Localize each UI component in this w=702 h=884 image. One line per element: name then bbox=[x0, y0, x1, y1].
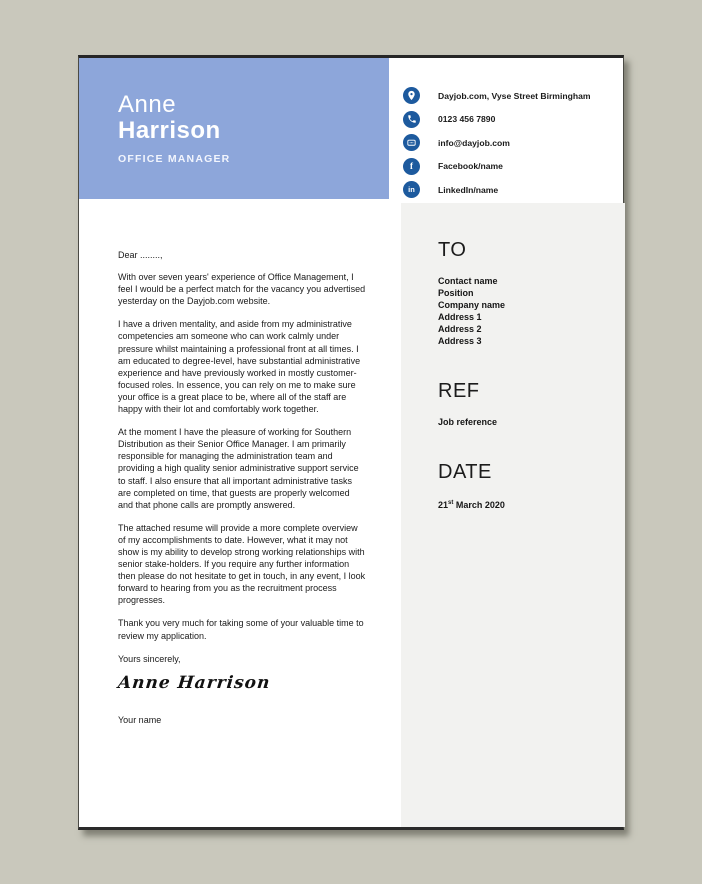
sidebar bbox=[401, 203, 625, 827]
content bbox=[79, 199, 623, 827]
header bbox=[79, 58, 623, 199]
to-heading: TO bbox=[438, 239, 467, 261]
paragraph-2: I have a driven mentality, and aside from my administrative competencies am someone who can work calmly under pressure whilst maintaining a professional front at all times. I am educated to degree-level, have substantial administrative experience and have previously worked in mostly customer-focused roles. In essence, you can rely on me to make sure your office is a great place to be, where all of the staff are happy with their lot and comfortably work together. bbox=[118, 319, 361, 415]
linkedin-icon: in bbox=[403, 181, 420, 198]
name-block bbox=[79, 58, 389, 199]
date-day: 21 bbox=[438, 500, 449, 510]
paragraph-5: Thank you very much for taking some of your valuable time to review my application. bbox=[118, 618, 364, 641]
contact-row-email bbox=[403, 131, 623, 155]
contact-panel bbox=[389, 58, 623, 199]
recipient-address-2: Address 2 bbox=[438, 324, 482, 334]
ref-heading: REF bbox=[438, 380, 480, 402]
contact-row-facebook bbox=[403, 155, 623, 179]
recipient-position: Position bbox=[438, 288, 474, 298]
date-heading: DATE bbox=[438, 461, 492, 483]
last-name: Harrison bbox=[118, 117, 221, 144]
facebook-icon: f bbox=[403, 158, 420, 175]
contact-row-phone bbox=[403, 108, 623, 132]
phone-icon bbox=[403, 111, 420, 128]
letter-body bbox=[79, 199, 401, 827]
salutation: Dear ........, bbox=[118, 250, 163, 260]
date-ordinal: st bbox=[448, 500, 454, 506]
closing: Yours sincerely, bbox=[118, 653, 181, 664]
paragraph-4: The attached resume will provide a more complete overview of my accomplishments to date. However, what it may not show is my ability to develop strong working relationships with senior stake-holders. If you require any further information then please do not hesitate to get in touch, in any event, I look forward to hearing from you as the recruitment process progresses. bbox=[118, 522, 366, 606]
job-title: OFFICE MANAGER bbox=[118, 153, 231, 165]
contact-linkedin: LinkedIn/name bbox=[438, 184, 499, 195]
signer-label: Your name bbox=[118, 714, 162, 725]
recipient-address-1: Address 1 bbox=[438, 312, 482, 322]
job-reference: Job reference bbox=[438, 417, 498, 427]
cover-letter-page bbox=[78, 55, 624, 830]
paragraph-3: At the moment I have the pleasure of working for Southern Distribution as their Senior Office Manager. I am primarily responsible for managing the administration team and providing a high quality senior administrative support service to staff. I also ensure that all important administrative tasks are completed on time, that guests are properly welcomed and that phone calls are promptly answered. bbox=[118, 427, 359, 510]
contact-email: info@dayjob.com bbox=[438, 137, 510, 148]
recipient-address-3: Address 3 bbox=[438, 336, 482, 346]
recipient-company-name: Company name bbox=[438, 300, 506, 310]
contact-row-address bbox=[403, 84, 623, 108]
contact-address: Dayjob.com, Vyse Street Birmingham bbox=[438, 90, 591, 101]
paragraph-1: With over seven years' experience of Office Management, I feel I would be a perfect match for the vacancy you advertised yesterday on the Dayjob.com website. bbox=[118, 272, 366, 307]
first-name: Anne bbox=[118, 91, 177, 118]
signature: Anne Harrison bbox=[116, 672, 272, 693]
location-pin-icon bbox=[403, 87, 420, 104]
email-icon bbox=[403, 134, 420, 151]
contact-facebook: Facebook/name bbox=[438, 161, 503, 172]
recipient-block bbox=[438, 275, 607, 347]
contact-row-linkedin bbox=[403, 178, 623, 202]
letter-date bbox=[438, 497, 607, 511]
date-rest: March 2020 bbox=[453, 500, 505, 510]
recipient-contact-name: Contact name bbox=[438, 276, 498, 286]
contact-phone: 0123 456 7890 bbox=[438, 114, 496, 125]
